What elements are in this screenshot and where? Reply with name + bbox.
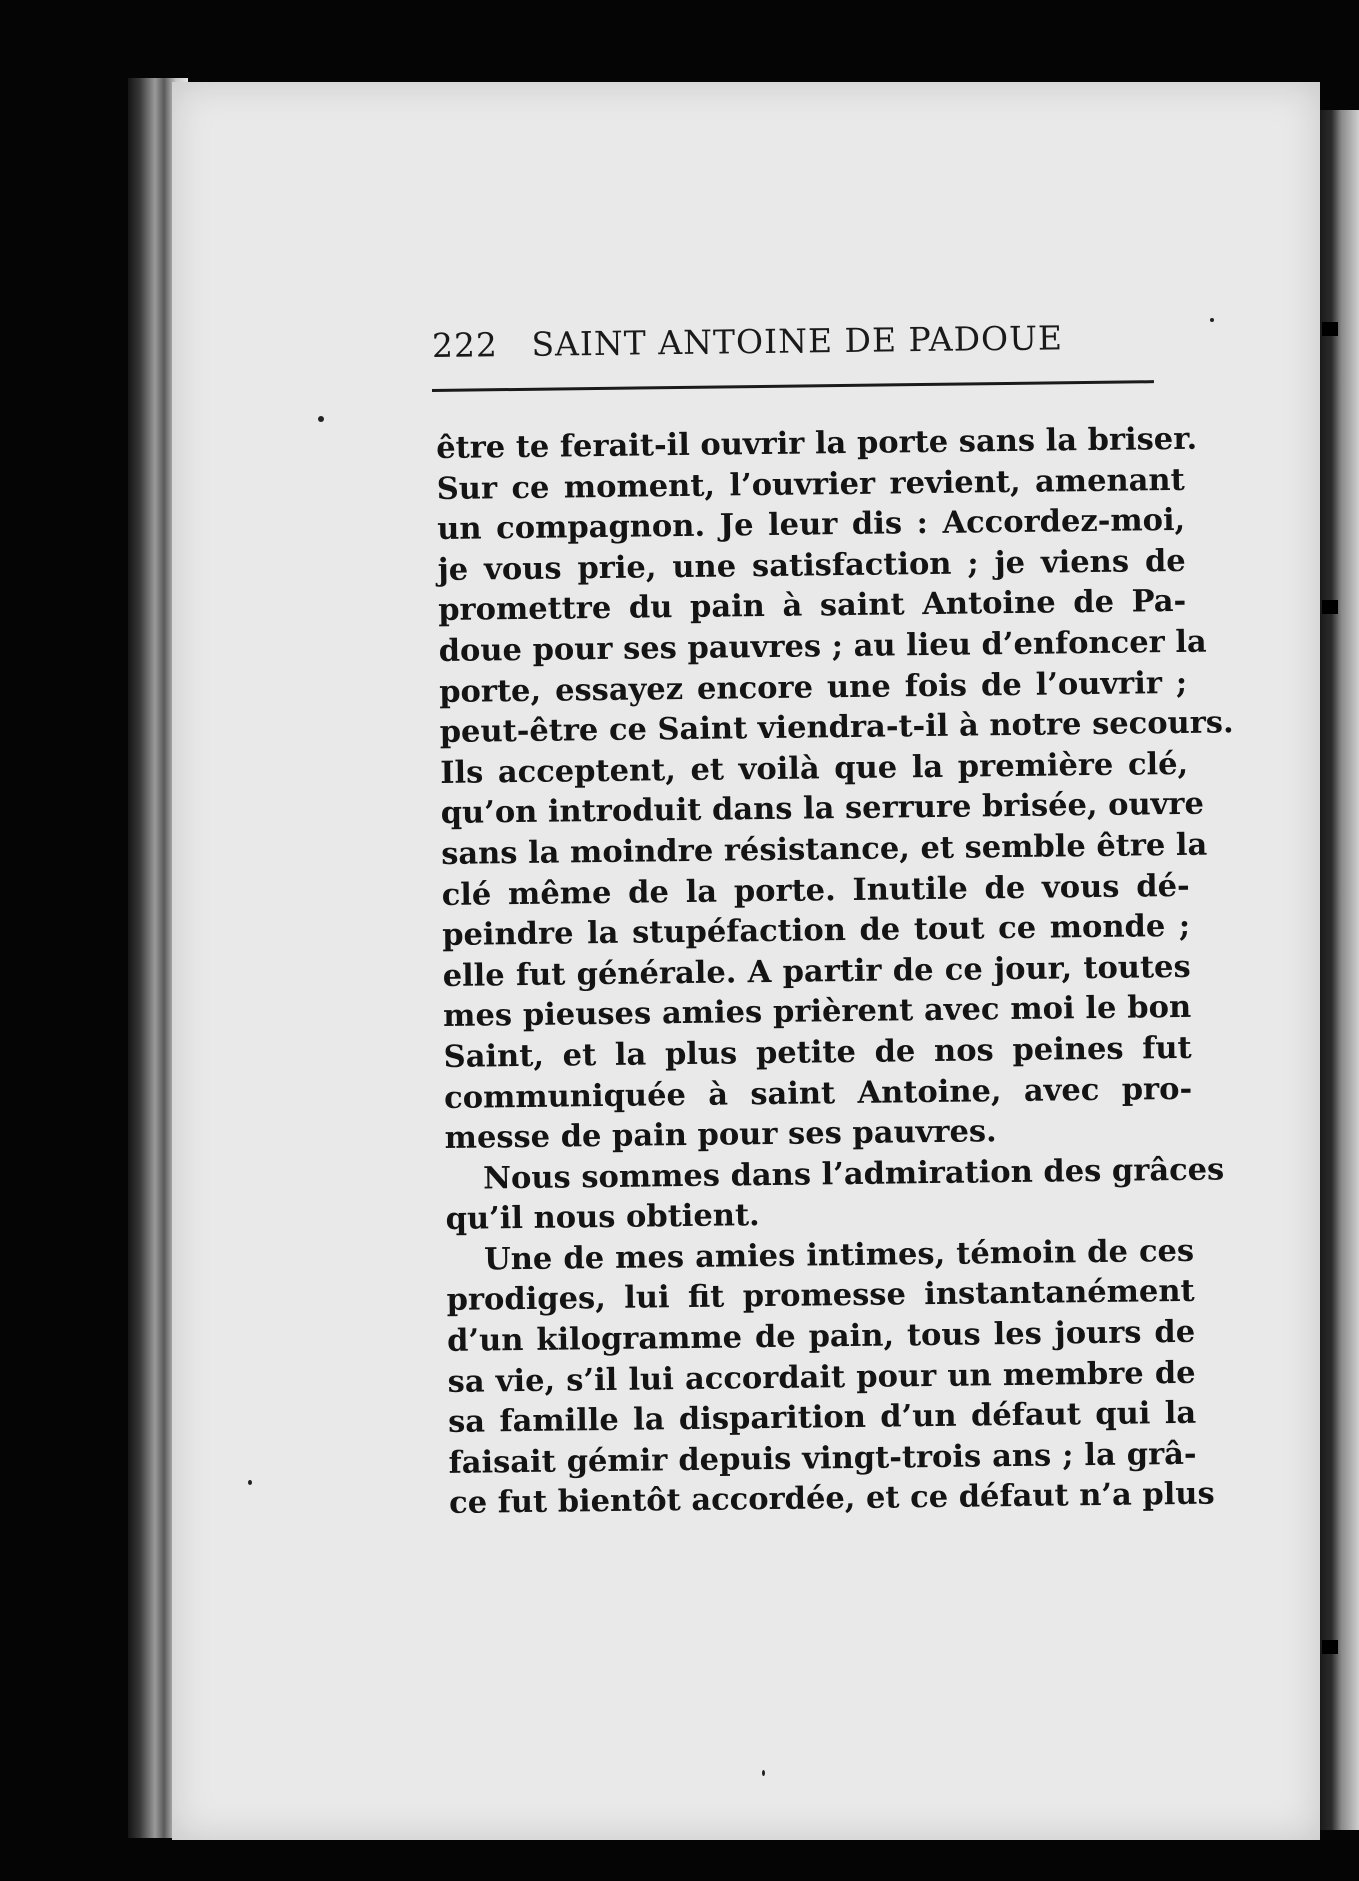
text-line: faisait gémir depuis vingt-trois ans ; la grâ- — [448, 1435, 1197, 1481]
text-line: je vous prie, une satisfaction ; je viens de — [437, 542, 1186, 588]
text-line: d’un kilogramme de pain, tous les jours de — [446, 1313, 1196, 1359]
text-line: peut-être ce Saint viendra-t-il à notre secours. — [439, 704, 1234, 751]
text-line: ce fut bientôt accordée, et ce défaut n’a plus — [448, 1476, 1215, 1522]
text-line: être te ferait-il ouvrir la porte sans la briser. — [436, 420, 1198, 466]
text-line: porte, essayez encore une fois de l’ouvrir ; — [439, 664, 1188, 710]
text-line: elle fut générale. A partir de ce jour, toutes — [442, 948, 1191, 994]
ink-speck — [248, 1480, 252, 1485]
page-header — [432, 317, 1173, 376]
text-line: promettre du pain à saint Antoine de Pa- — [438, 583, 1187, 629]
text-line: sans la moindre résistance, et semble être la — [440, 826, 1208, 872]
facing-page-edge — [1320, 110, 1359, 1830]
text-line: Sur ce moment, l’ouvrier revient, amenant — [436, 461, 1185, 507]
text-line: Nous sommes dans l’admiration des grâces — [482, 1151, 1225, 1197]
text-line: qu’on introduit dans la serrure brisée, ouvre — [440, 785, 1205, 832]
text-line: mes pieuses amies prièrent avec moi le bon — [442, 989, 1192, 1035]
edge-mark — [1322, 322, 1338, 336]
text-line: sa vie, s’il lui accordait pour un membre de — [447, 1354, 1196, 1400]
text-line: qu’il nous obtient. — [445, 1197, 760, 1238]
text-line: Saint, et la plus petite de nos peines fut — [443, 1029, 1192, 1075]
text-line: Une de mes amies intimes, témoin de ces — [483, 1232, 1195, 1278]
body-text — [436, 419, 1234, 1524]
text-line: sa famille la disparition d’un défaut qui la — [447, 1395, 1197, 1441]
ink-speck — [762, 1770, 765, 1776]
text-line: doue pour ses pauvres ; au lieu d’enfoncer la — [438, 623, 1207, 669]
text-line: Ils acceptent, et voilà que la première clé, — [439, 745, 1189, 791]
text-line: clé même de la porte. Inutile de vous dé- — [441, 867, 1190, 913]
page-number: 222 — [431, 325, 499, 365]
text-line: peindre la stupéfaction de tout ce monde ; — [441, 907, 1191, 954]
edge-mark — [1322, 1640, 1338, 1654]
ink-speck — [1210, 318, 1214, 322]
edge-mark — [1322, 600, 1338, 614]
ink-speck — [318, 416, 324, 422]
text-line: communiquée à saint Antoine, avec pro- — [443, 1070, 1193, 1116]
text-line: un compagnon. Je leur dis : Accordez-moi, — [437, 502, 1186, 548]
running-title: SAINT ANTOINE DE PADOUE — [531, 318, 1064, 364]
text-line: messe de pain pour ses pauvres. — [444, 1113, 997, 1157]
text-line: prodiges, lui fit promesse instantanément — [446, 1273, 1195, 1319]
